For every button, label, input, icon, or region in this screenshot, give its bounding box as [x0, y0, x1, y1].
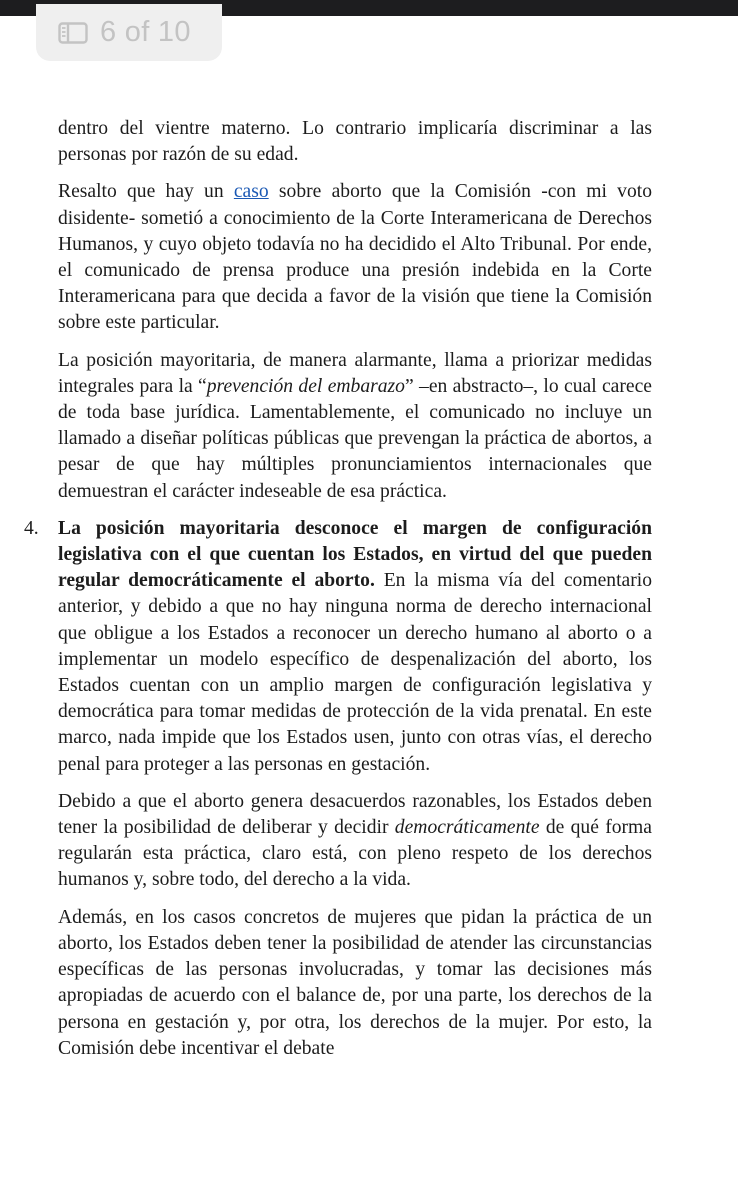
paragraph: dentro del vientre materno. Lo contrario implicaría discriminar a las personas por razón de su edad. [58, 118, 652, 166]
paragraph-text: Resalto que hay un [58, 181, 234, 203]
list-number: 4. [24, 517, 39, 539]
caso-link[interactable]: caso [233, 181, 269, 203]
paragraph-text: ” –en abstracto–, lo cual carece de toda base jurídica. Lamentablemente, el comunicado no incluye un llamado a diseñar políticas públicas que prevengan la práctica de abortos, a pesar de que hay múltiples pronunciamientos internacionales que demuestran el carácter indeseable de esa práctica. [58, 375, 652, 502]
bold-heading: La posición mayoritaria desconoce el margen de configuración legislativa con el que cuentan los Estados, en virtud del que pueden regular democráticamente el aborto. [58, 517, 652, 592]
paragraph [58, 348, 652, 505]
page-indicator[interactable] [36, 4, 222, 61]
italic-phrase: prevención del embarazo [206, 375, 405, 397]
page-count: 6 of 10 [100, 16, 191, 48]
paragraph [58, 516, 652, 778]
paragraph [58, 179, 652, 336]
paragraph [58, 789, 652, 894]
paragraph-text: sobre aborto que la Comisión -con mi voto disidente- sometió a conocimiento de la Corte Interamericana de Derechos Humanos, y cuyo objeto todavía no ha decidido el Alto Tribunal. Por ende, el comunicado de prensa produce una presión indebida en la Corte Interamericana para que decida a favor de la visión que tiene la Comisión sobre este particular. [58, 181, 652, 334]
paragraph: Además, en los casos concretos de mujeres que pidan la práctica de un aborto, los Estados deben tener la posibilidad de atender las circunstancias específicas de las personas involucradas, y tomar las decisiones más apropiadas de acuerdo con el balance de, por una parte, los derechos de la persona en gestación y, por otra, los derechos de la mujer. Por esto, la Comisión debe incentivar el debate [58, 906, 652, 1059]
paragraph-text: Debido a que el aborto genera desacuerdos razonables, los Estados deben tener la posibilidad de deliberar y decidir [58, 790, 652, 839]
italic-word: democráticamente [394, 817, 540, 839]
document-body [24, 116, 652, 1062]
paragraph-text: de qué forma regularán esta práctica, claro está, con pleno respeto de los derechos humanos y, sobre todo, del derecho a la vida. [58, 817, 652, 891]
list-item-4 [24, 516, 652, 778]
paragraph-text: La posición mayoritaria, de manera alarmante, llama a priorizar medidas integrales para la “ [58, 349, 652, 397]
sidebar-icon[interactable] [58, 22, 88, 44]
paragraph-text: En la misma vía del comentario anterior, y debido a que no hay ninguna norma de derecho internacional que obligue a los Estados a reconocer un derecho humano al aborto o a implementar un modelo específico de despenalización del aborto, los Estados cuentan con un amplio margen de configuración legislativa y democrática para tomar medidas de protección de la vida prenatal. En este marco, nada impide que los Estados usen, junto con otras vías, el derecho penal para proteger a las personas en gestación. [58, 570, 652, 775]
